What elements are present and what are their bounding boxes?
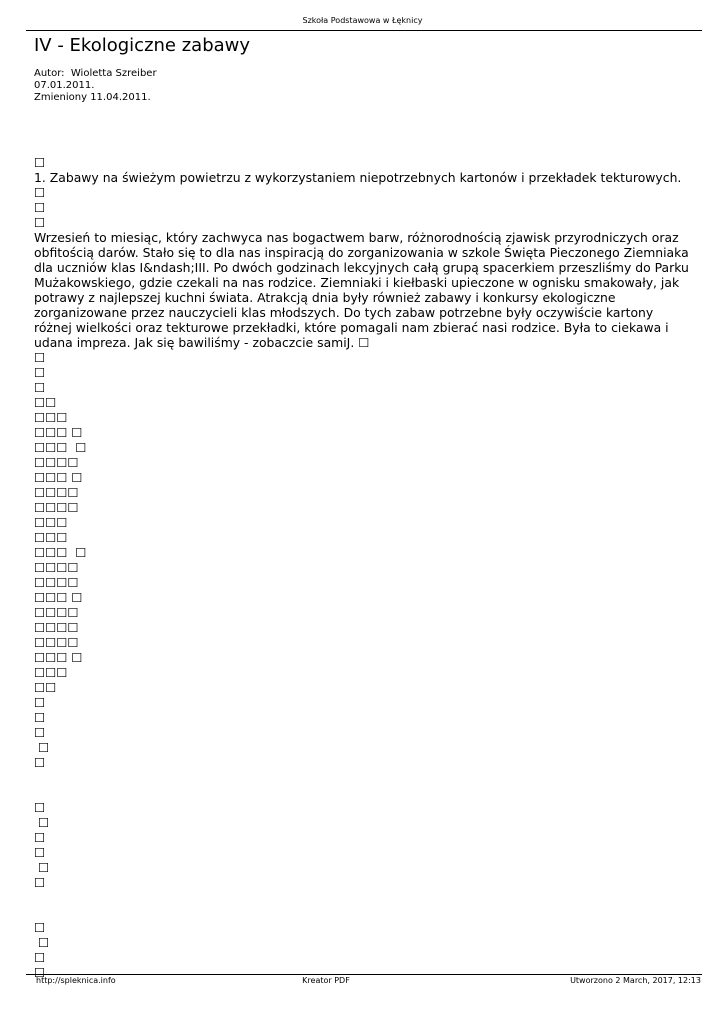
created-date: 07.01.2011.	[34, 80, 95, 91]
text-line: ☐	[34, 860, 50, 875]
text-line: ☐☐☐	[34, 410, 68, 425]
text-line: ☐☐☐☐	[34, 575, 79, 590]
text-line: ☐	[34, 935, 50, 950]
text-line: ☐	[34, 200, 46, 215]
page-header: Szkoła Podstawowa w Łęknicy	[302, 16, 423, 25]
footer-timestamp: Utworzono 2 March, 2017, 12:13	[570, 976, 701, 985]
text-line: ☐	[34, 740, 50, 755]
text-line: ☐	[34, 185, 46, 200]
footer-generator: Kreator PDF	[302, 976, 350, 985]
document-meta	[34, 68, 157, 104]
text-line	[34, 770, 694, 785]
text-line: ☐☐☐☐	[34, 500, 79, 515]
article-paragraph: Wrzesień to miesiąc, który zachwyca nas bogactwem barw, różnorodnością zjawisk przyrodniczych oraz obfitością darów. Stało się to dla nas inspiracją do zorganizowania w szkole Święta Pieczonego Ziemniaka dla uczniów klas I&ndash;III. Po dwóch godzinach lekcyjnych całą grupą spacerkiem przeszliśmy do Parku Mużakowskiego, gdzie czekali na nas rodzice. Ziemniaki i kiełbaski upieczone w ognisku smakowały, jak potrawy z najlepszej kuchni świata. Atrakcją dnia były również zabawy i konkursy ekologiczne zorganizowane przez nauczycieli klas młodszych. Do tych zabaw potrzebne były oczywiście kartony różnej wielkości oraz tekturowe przekładki, które pomagali nam zbierać nasi rodzice. Była to ciekawa i udana impreza. Jak się bawiliśmy - zobaczcie samiJ. ☐	[34, 230, 689, 350]
text-line: ☐	[34, 695, 46, 710]
text-line: ☐☐☐☐	[34, 605, 79, 620]
text-line: ☐☐	[34, 395, 57, 410]
text-line: ☐	[34, 830, 46, 845]
text-line: ☐☐☐	[34, 530, 68, 545]
footer-url: http://spleknica.info	[36, 976, 116, 985]
text-line: ☐	[34, 755, 46, 770]
header-divider	[26, 30, 702, 31]
text-line: ☐	[34, 815, 50, 830]
document-title: IV - Ekologiczne zabawy	[34, 35, 251, 56]
modified-date: Zmieniony 11.04.2011.	[34, 92, 151, 103]
text-line: ☐☐☐☐	[34, 635, 79, 650]
text-line: ☐	[34, 365, 46, 380]
text-line: ☐☐☐☐	[34, 560, 79, 575]
text-line: ☐	[34, 845, 46, 860]
text-line: ☐	[34, 920, 46, 935]
text-line: 1. Zabawy na świeżym powietrzu z wykorzystaniem niepotrzebnych kartonów i przekładek tekturowych.	[34, 170, 682, 185]
text-line: ☐☐☐ ☐	[34, 440, 87, 455]
text-line: ☐	[34, 380, 46, 395]
text-line: ☐	[34, 155, 46, 170]
text-line: ☐	[34, 725, 46, 740]
text-line: ☐☐☐☐	[34, 485, 79, 500]
text-line: ☐☐☐ ☐	[34, 650, 83, 665]
text-line: ☐☐☐ ☐	[34, 470, 83, 485]
text-line: ☐☐☐☐	[34, 455, 79, 470]
article-body	[34, 155, 694, 980]
text-line: ☐☐	[34, 680, 57, 695]
text-line	[34, 905, 694, 920]
footer-divider	[26, 974, 702, 975]
author-line: Autor: Wioletta Szreiber	[34, 68, 157, 79]
text-line: ☐☐☐	[34, 515, 68, 530]
text-line: ☐☐☐ ☐	[34, 590, 83, 605]
text-line: ☐☐☐ ☐	[34, 545, 87, 560]
text-line: ☐	[34, 350, 46, 365]
text-line: ☐	[34, 965, 46, 980]
text-line	[34, 785, 694, 800]
text-line: ☐	[34, 800, 46, 815]
text-line: ☐☐☐☐	[34, 620, 79, 635]
text-line: ☐☐☐ ☐	[34, 425, 83, 440]
text-line	[34, 890, 694, 905]
text-line: ☐	[34, 950, 46, 965]
intro-lines	[34, 155, 694, 230]
text-line: ☐	[34, 710, 46, 725]
text-line: ☐	[34, 215, 46, 230]
text-line: ☐	[34, 875, 46, 890]
text-line: ☐☐☐	[34, 665, 68, 680]
placeholder-glyph-lines	[34, 350, 694, 980]
